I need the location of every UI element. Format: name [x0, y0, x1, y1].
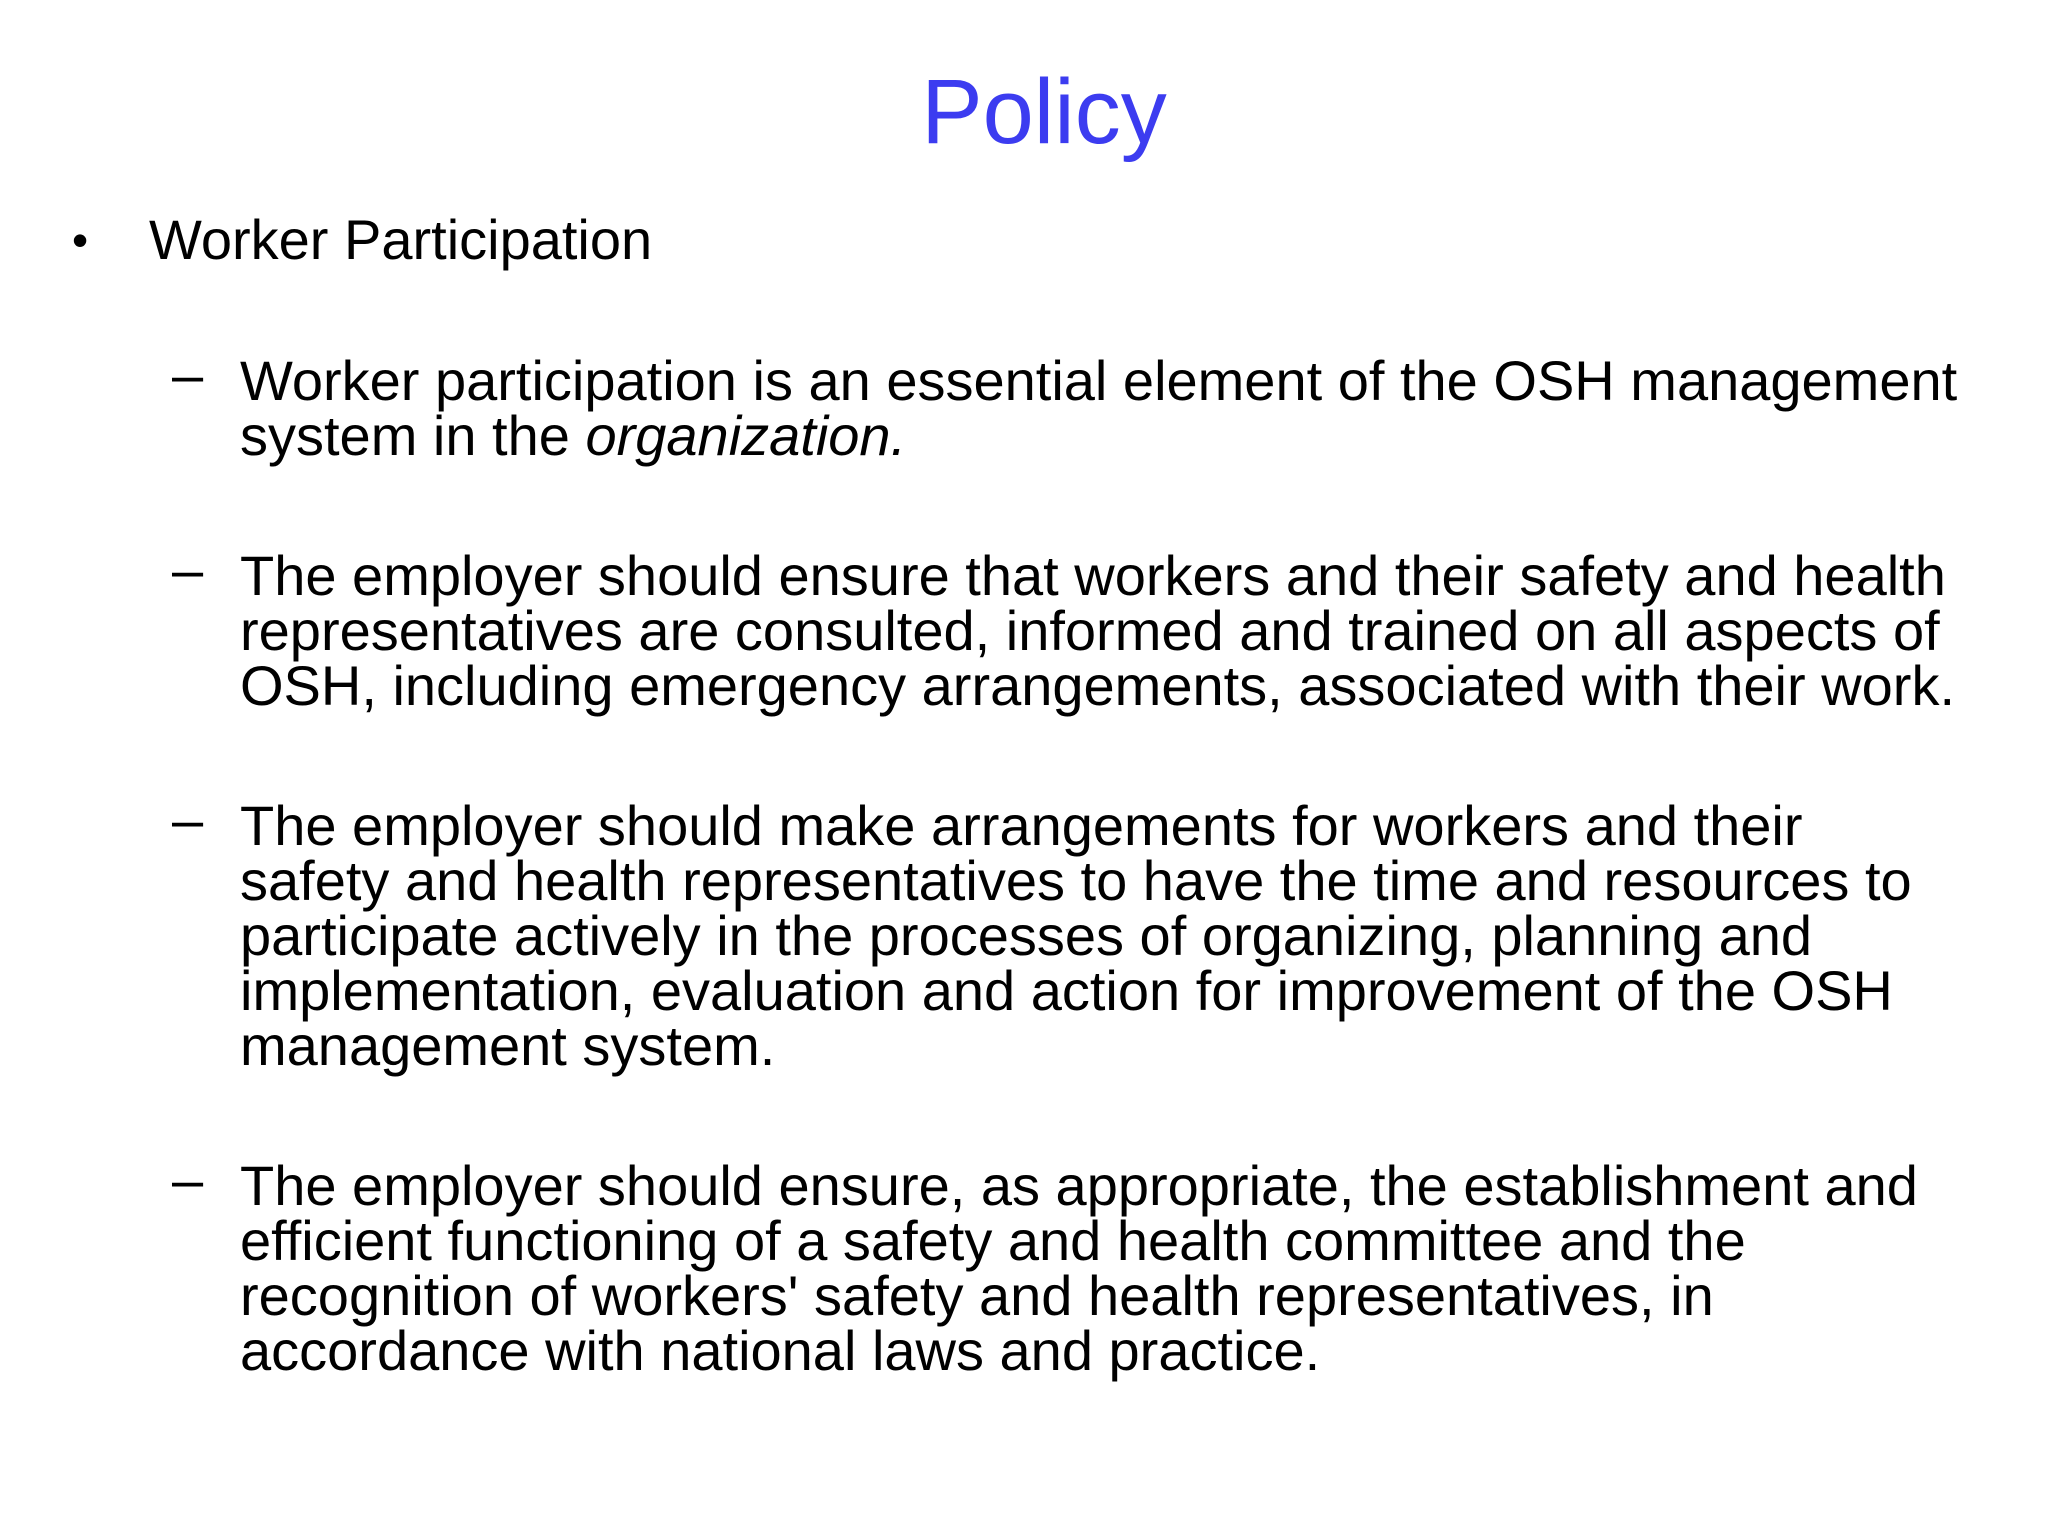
text-line: accordance with national laws and practice.: [240, 1319, 1321, 1382]
dash-marker: –: [172, 343, 204, 406]
bullet-marker: •: [72, 214, 89, 266]
text-line: participate actively in the processes of organizing, planning and: [240, 904, 1813, 967]
dash-marker: –: [172, 788, 204, 851]
text-line: OSH, including emergency arrangements, associated with their work.: [240, 654, 1955, 717]
text-line: The employer should ensure, as appropriate, the establishment and: [240, 1154, 1918, 1217]
text-line: [240, 404, 2020, 467]
text-line: implementation, evaluation and action for improvement of the OSH: [240, 959, 1893, 1022]
bullet-text: Worker Participation: [149, 208, 653, 271]
text-line: management system.: [240, 1014, 776, 1077]
text-line: recognition of workers' safety and health representatives, in: [240, 1264, 1714, 1327]
text-line: Worker participation is an essential element of the OSH management: [240, 349, 1958, 412]
slide-title: Policy: [921, 61, 1167, 163]
dash-marker: –: [172, 1148, 204, 1211]
text-line: safety and health representatives to have the time and resources to: [240, 849, 1912, 912]
sub-bullet-text: [240, 544, 2020, 717]
text-segment: system in the: [240, 404, 586, 467]
text-line: efficient functioning of a safety and health committee and the: [240, 1209, 1746, 1272]
dash-marker: –: [172, 538, 204, 601]
text-line: representatives are consulted, informed and trained on all aspects of: [240, 599, 1940, 662]
italic-text-segment: organization.: [585, 404, 907, 467]
text-line: The employer should ensure that workers and their safety and health: [240, 544, 1946, 607]
sub-bullet-text: [240, 349, 2020, 467]
sub-bullet-text: [240, 794, 2020, 1077]
text-line: The employer should make arrangements for workers and their: [240, 794, 1803, 857]
sub-bullet-text: [240, 1154, 2020, 1382]
